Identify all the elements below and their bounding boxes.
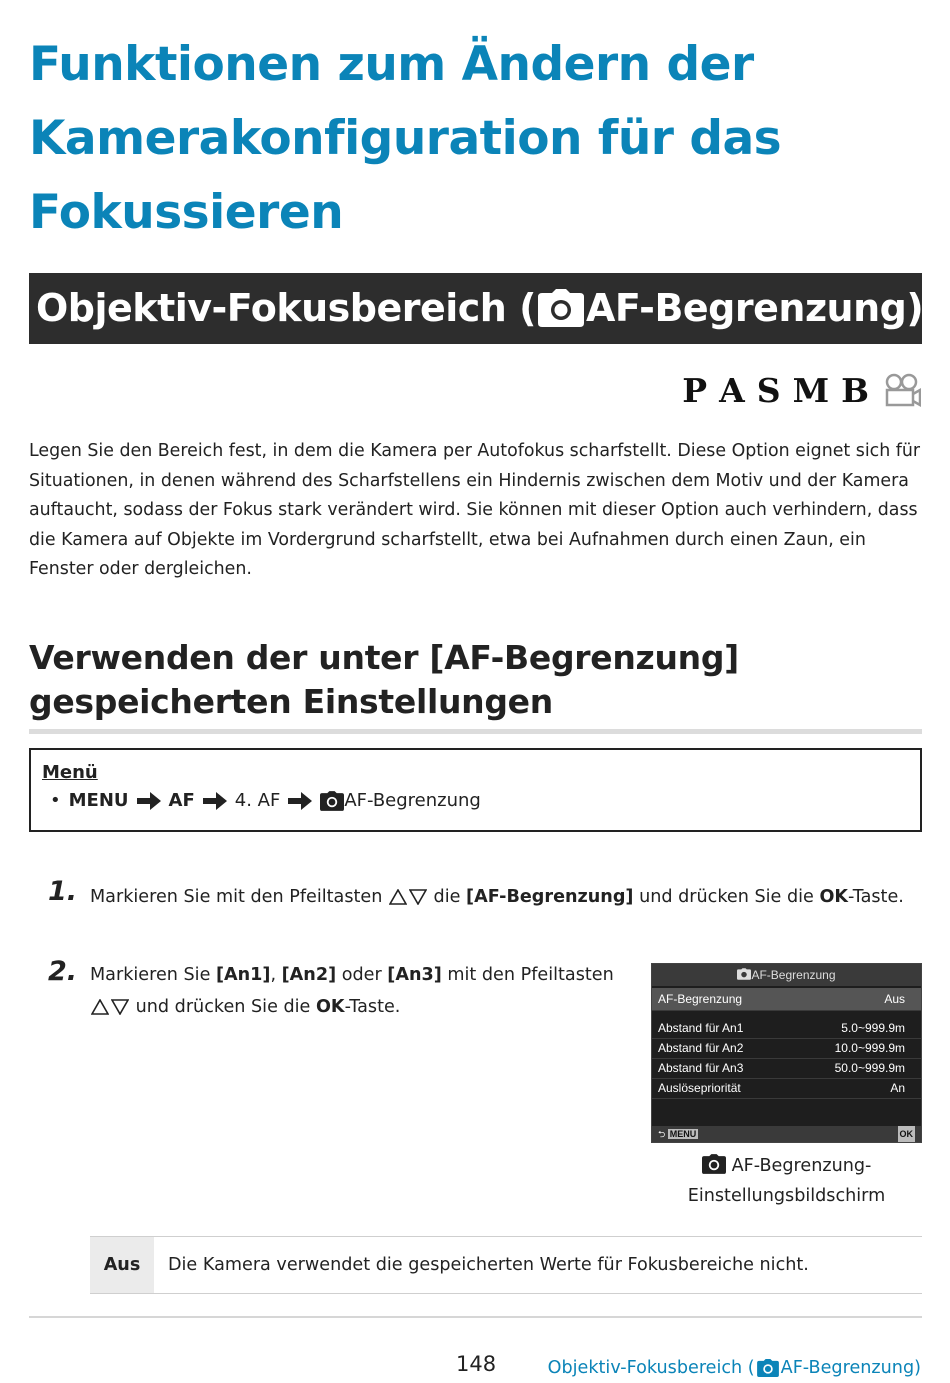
title-line-2: Kamerakonfiguration für das [29, 111, 782, 166]
step-1-number: 1. [48, 876, 78, 907]
row-label: AF-Begrenzung [658, 992, 743, 1006]
row-value: 5.0~999.9m [841, 1021, 905, 1035]
row-value: 10.0~999.9m [834, 1041, 905, 1055]
camera-icon [737, 968, 751, 980]
title-line-1: Funktionen zum Ändern der [29, 37, 754, 92]
footer-section-link[interactable] [548, 1358, 921, 1378]
ok-key-label: OK [315, 997, 345, 1017]
subsection-title-line-1: Verwenden der unter [AF-Begrenzung] [29, 638, 739, 677]
camera-icon [757, 1359, 779, 1377]
step-text: -Taste. [344, 997, 401, 1017]
subsection-divider [29, 729, 922, 734]
page-title [29, 28, 909, 250]
subsection-title [29, 636, 922, 724]
subsection-title-line-2: gespeicherten Einstellungen [29, 682, 553, 721]
bullet: • [50, 790, 61, 811]
row-value: An [890, 1081, 905, 1095]
mode-s: S [756, 370, 781, 410]
up-arrow-key-icon [91, 999, 109, 1015]
step-text: Markieren Sie [90, 965, 211, 985]
section-heading-prefix: Objektiv-Fokusbereich ( [36, 286, 536, 330]
step-text: , [270, 965, 277, 985]
menu-key-label: MENU [669, 1129, 697, 1139]
mode-p: P [682, 370, 708, 410]
shooting-modes [670, 370, 921, 410]
menu-path [42, 786, 920, 816]
screenshot-caption [651, 1151, 922, 1211]
screen-footer [652, 1126, 921, 1142]
screen-row [652, 1019, 921, 1039]
caption-line-2: Einstellungsbildschirm [687, 1186, 886, 1206]
mode-m: M [792, 370, 830, 410]
option-key: Aus [90, 1237, 154, 1293]
step-bold-text: [An1] [215, 965, 271, 985]
mode-b: B [841, 370, 869, 410]
step-text: und drücken Sie die [639, 887, 814, 907]
page-number: 148 [456, 1352, 497, 1376]
step-bold-text: [AF-Begrenzung] [466, 887, 634, 907]
movie-camera-icon [883, 373, 921, 407]
back-arrow-icon: ⮌ [658, 1129, 666, 1139]
camera-icon [320, 791, 344, 811]
caption-text: AF-Begrenzung- [731, 1156, 872, 1176]
screen-row [652, 1079, 921, 1099]
step-text: oder [341, 965, 382, 985]
footer-title-prefix: Objektiv-Fokusbereich ( [547, 1358, 755, 1378]
row-value: 50.0~999.9m [834, 1061, 905, 1075]
step-text: -Taste. [848, 887, 904, 907]
menu-path-box [29, 748, 922, 832]
section-heading-bar [29, 273, 922, 344]
screen-gap [652, 1011, 921, 1019]
row-label: Abstand für An1 [658, 1021, 744, 1035]
footer-title-suffix: AF-Begrenzung) [780, 1358, 921, 1378]
screen-row-selected [652, 988, 921, 1011]
screen-row [652, 1039, 921, 1059]
menu-label: Menü [42, 762, 98, 783]
row-label: Abstand für An3 [658, 1061, 744, 1075]
camera-menu-screenshot [651, 963, 922, 1143]
mode-a: A [719, 370, 745, 410]
step-text: die [433, 887, 461, 907]
screen-row [652, 1059, 921, 1079]
footer-divider [29, 1316, 922, 1318]
arrow-right-icon [288, 792, 312, 810]
camera-icon [538, 289, 584, 327]
caption-line-1 [651, 1151, 922, 1181]
down-arrow-key-icon [111, 999, 129, 1015]
step-bold-text: [An3] [387, 965, 442, 985]
step-2-text [90, 959, 630, 1023]
screen-header [652, 964, 921, 986]
step-2-number: 2. [48, 956, 78, 987]
menu-path-af: AF [168, 790, 195, 811]
menu-path-item: AF-Begrenzung [344, 790, 481, 811]
ok-key-label: OK [819, 887, 849, 907]
arrow-right-icon [203, 792, 227, 810]
camera-icon [702, 1154, 726, 1174]
up-arrow-key-icon [389, 889, 407, 905]
section-heading-suffix: AF-Begrenzung) [585, 286, 924, 330]
menu-path-menu: MENU [68, 790, 129, 811]
step-bold-text: [An2] [281, 965, 337, 985]
arrow-right-icon [137, 792, 161, 810]
down-arrow-key-icon [409, 889, 427, 905]
step-text: und drücken Sie die [135, 997, 311, 1017]
back-menu-hint [658, 1126, 698, 1142]
ok-key-label: OK [898, 1126, 916, 1142]
step-text: mit den Pfeiltasten [447, 965, 614, 985]
screen-header-text: AF-Begrenzung [751, 968, 836, 982]
option-description: Die Kamera verwendet die gespeicherten Werte für Fokusbereiche nicht. [168, 1255, 809, 1275]
row-label: Abstand für An2 [658, 1041, 744, 1055]
intro-paragraph: Legen Sie den Bereich fest, in dem die Kamera per Autofokus scharfstellt. Diese Option eignet sich für Situationen, in denen während des Scharfstellens ein Hindernis zwischen dem Motiv und der Kamera auftaucht, sodass der Fokus stark verändert wird. Sie können mit dieser Option auch verhindern, dass die Kamera auf Objekte im Vordergrund scharfstellt, etwa bei Aufnahmen durch einen Zaun, ein Fenster oder dergleichen. [29, 441, 921, 579]
row-label: Auslösepriorität [658, 1081, 741, 1095]
title-line-3: Fokussieren [29, 185, 344, 240]
step-1-text [90, 881, 904, 913]
row-value: Aus [884, 992, 905, 1006]
menu-path-sub: 4. AF [234, 790, 281, 811]
step-text: Markieren Sie mit den Pfeiltasten [90, 887, 383, 907]
options-table [90, 1236, 922, 1294]
